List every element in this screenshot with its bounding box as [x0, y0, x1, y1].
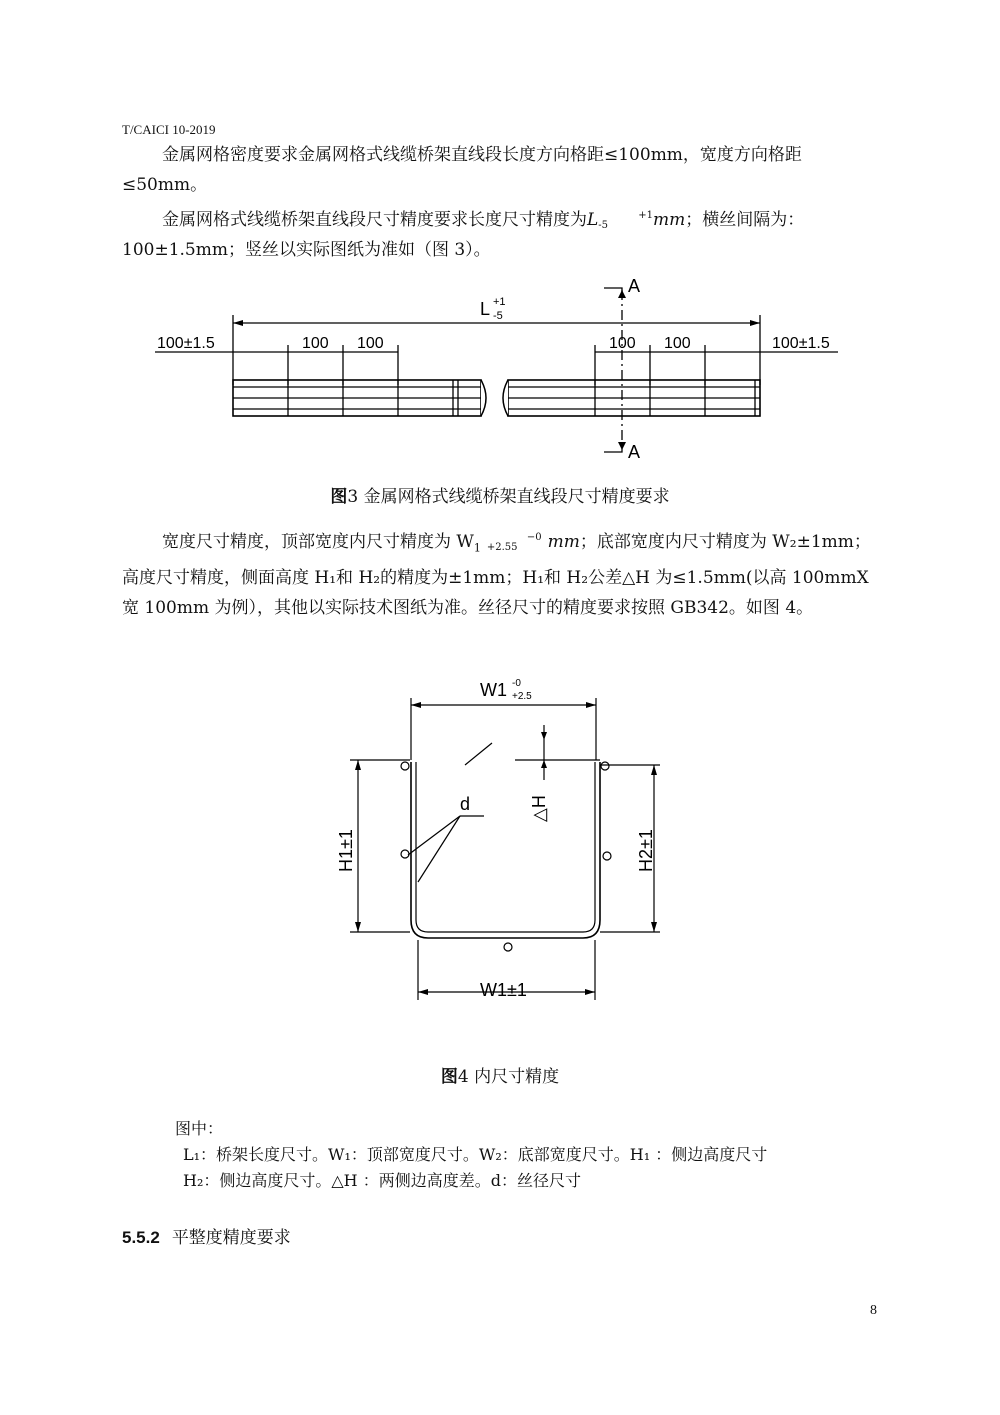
- paragraph-length-precision: [122, 205, 882, 265]
- dim-total-length: L: [480, 299, 491, 319]
- caption-label: 图: [330, 487, 348, 507]
- document-code: T/CAICI 10-2019: [122, 122, 216, 137]
- figure-4-drawing: [300, 670, 700, 1010]
- caption-text: 4 内尺寸精度: [457, 1067, 560, 1087]
- unit-mm: mm: [547, 532, 580, 552]
- dim-total-lower: -5: [493, 310, 503, 322]
- dim-right-edge: 100±1.5: [772, 335, 830, 352]
- text-segment: ；底部宽度内尺寸精度为 W₂±1mm；高度尺寸精度，侧面高度 H₁和 H₂的精度为±1mm；H₁和 H₂公差△H 为≤1.5mm(以高 100mmX 宽 100mm 为例），其他以实际技术图纸为准。丝径尺寸的精度要求按照 GB342。如图 4。: [122, 532, 871, 619]
- tolerance-stack: [487, 533, 542, 553]
- caption-label: 图: [440, 1067, 458, 1087]
- tolerance-stack: [598, 211, 653, 231]
- text-segment: ；横丝间隔为：100±1.5mm；竖丝以实际图纸为准如（图 3）。: [122, 210, 805, 260]
- tolerance-upper: −0: [526, 531, 542, 543]
- paragraph-grid-density: 金属网格密度要求金属网格式线缆桥架直线段长度方向格距≤100mm，宽度方向格距≤50mm。: [122, 145, 802, 195]
- dim-top-width-upper: -0: [512, 678, 521, 689]
- section-heading: [122, 1223, 291, 1248]
- dim-left-edge: 100±1.5: [157, 335, 215, 352]
- dim-top-width-lower: +2.5: [512, 691, 532, 702]
- section-label-top: A: [628, 276, 641, 296]
- dim-right-1: 100: [609, 335, 636, 352]
- figure-4-caption: [0, 1062, 1000, 1087]
- dim-total-upper: +1: [493, 296, 506, 308]
- label-wire-diameter: d: [460, 794, 471, 814]
- page-number: 8: [870, 1303, 877, 1318]
- legend-line-2: H₂：侧边高度尺寸。△H ：两侧边高度差。d：丝径尺寸: [183, 1171, 581, 1190]
- dim-delta-h: △H: [529, 795, 549, 822]
- section-title: 平整度精度要求: [171, 1228, 291, 1248]
- text-segment: 宽度尺寸精度，顶部宽度内尺寸精度为 W: [162, 532, 474, 552]
- dim-top-width: W1: [480, 680, 507, 700]
- unit-mm: mm: [653, 210, 686, 230]
- figure-3-caption: [0, 482, 1000, 507]
- symbol-L: L: [587, 210, 599, 230]
- tolerance-upper: +1: [638, 209, 654, 221]
- text-segment: 金属网格式线缆桥架直线段尺寸精度要求长度尺寸精度为: [162, 210, 587, 230]
- legend-line-1: L₁：桥架长度尺寸。W₁：顶部宽度尺寸。W₂：底部宽度尺寸。H₁ ：侧边高度尺寸: [183, 1145, 768, 1164]
- dim-right-height: H2±1: [636, 829, 656, 872]
- symbol-subscript: 1: [473, 541, 481, 555]
- figure-3-drawing: [0, 270, 1000, 470]
- dim-bottom-width: W1±1: [480, 980, 527, 1000]
- dim-left-2: 100: [357, 335, 384, 352]
- dim-left-1: 100: [302, 335, 329, 352]
- paragraph-width-precision: [122, 527, 882, 623]
- tolerance-lower: -5: [598, 219, 609, 231]
- tolerance-lower: +2.55: [486, 541, 518, 553]
- section-number: 5.5.2: [122, 1228, 160, 1247]
- section-label-bottom: A: [628, 442, 641, 462]
- dim-left-height: H1±1: [336, 829, 356, 872]
- dim-right-2: 100: [664, 335, 691, 352]
- caption-text: 3 金属网格式线缆桥架直线段尺寸精度要求: [347, 487, 670, 507]
- legend-title: 图中：: [175, 1119, 224, 1138]
